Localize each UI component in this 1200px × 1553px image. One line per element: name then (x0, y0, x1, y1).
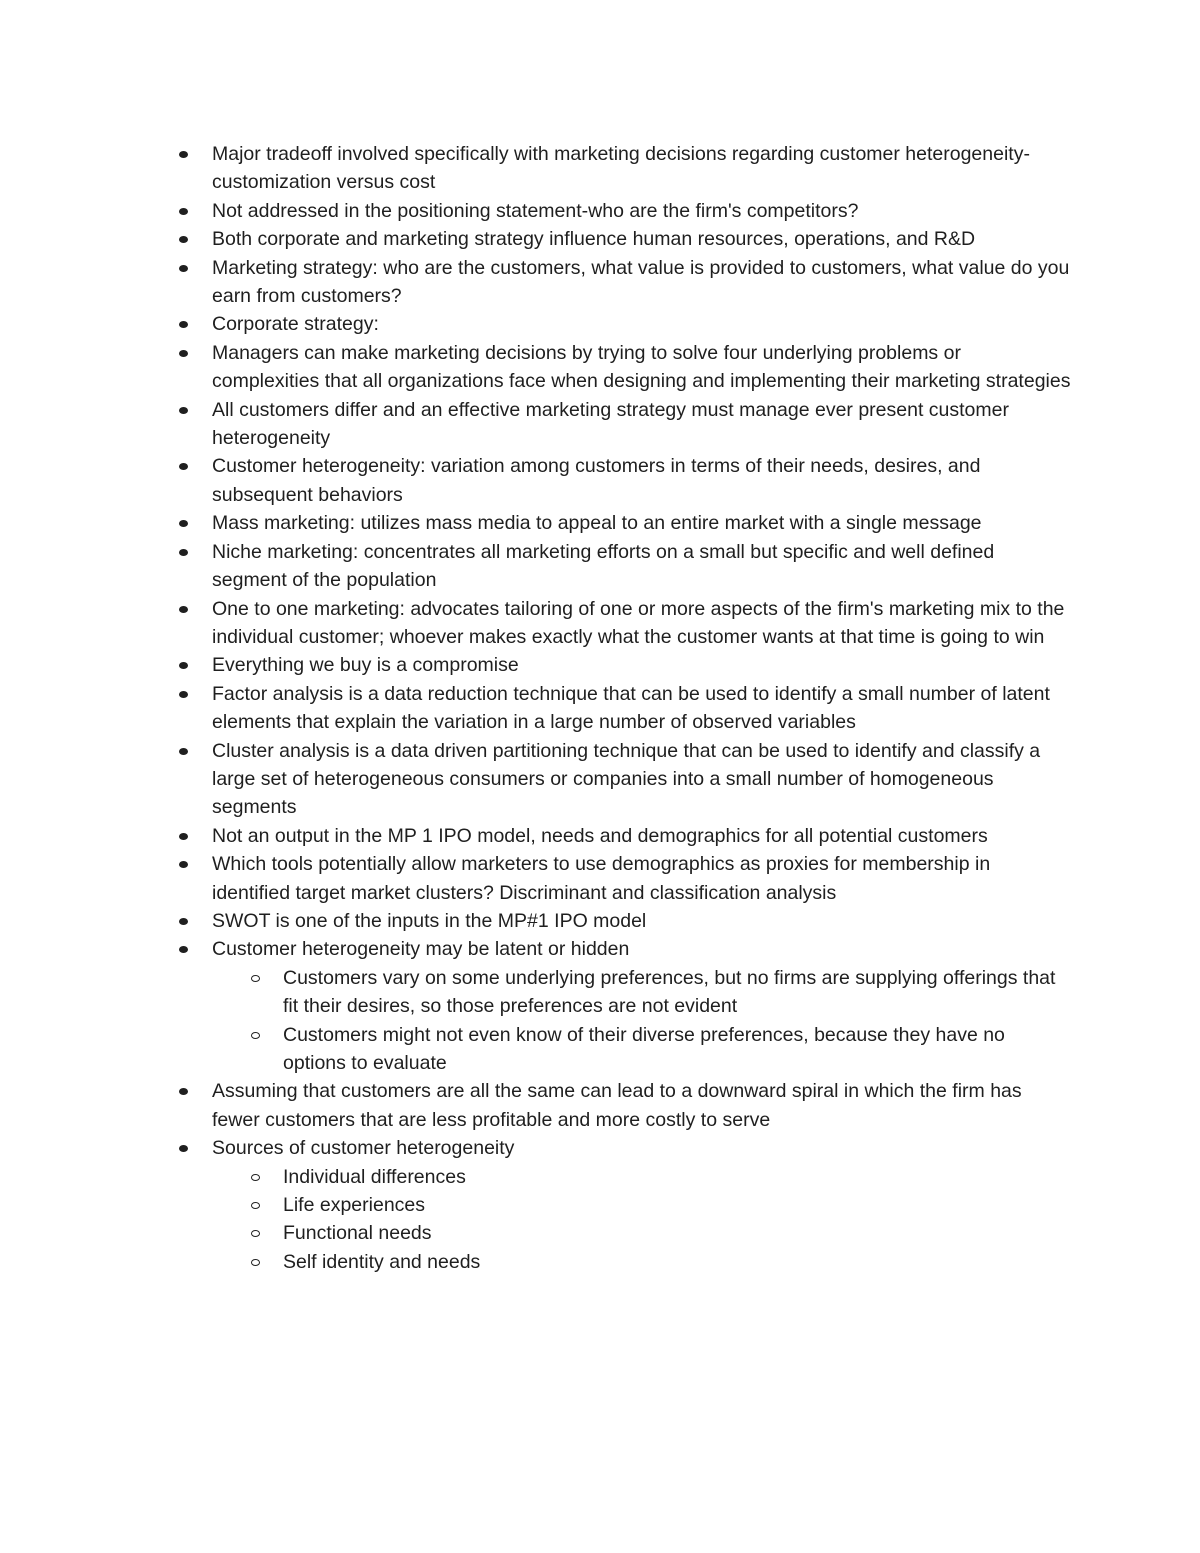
list-item-text: Customer heterogeneity may be latent or hidden (212, 938, 630, 961)
list-item (212, 1134, 1072, 1276)
sub-list-item (283, 1219, 1072, 1247)
list-item (212, 396, 1072, 453)
list-item-text: Everything we buy is a compromise (212, 654, 519, 677)
list-item-text: Mass marketing: utilizes mass media to appeal to an entire market with a single message (212, 512, 982, 535)
sub-list-item (283, 1191, 1072, 1219)
list-item (212, 850, 1072, 907)
list-item (212, 651, 1072, 679)
list-item-text: All customers differ and an effective marketing strategy must manage ever present customer heterogeneity (212, 398, 1009, 450)
sub-list-item (283, 1163, 1072, 1191)
sub-list-item-text: Customers might not even know of their diverse preferences, because they have no options to evaluate (283, 1023, 1005, 1074)
list-item (212, 737, 1072, 822)
list-item-text: One to one marketing: advocates tailoring of one or more aspects of the firm's marketing mix to the individual customer; whoever makes exactly what the customer wants at that time is going to win (212, 597, 1065, 648)
notes-list (212, 140, 1072, 1276)
list-item-text: Cluster analysis is a data driven partitioning technique that can be used to identify and classify a large set of heterogeneous consumers or companies into a small number of homogeneous segments (212, 739, 1041, 819)
list-item-text: Niche marketing: concentrates all marketing efforts on a small but specific and well defined segment of the population (212, 540, 995, 592)
list-item (212, 254, 1072, 311)
list-item-text: Assuming that customers are all the same can lead to a downward spiral in which the firm has fewer customers that are less profitable and more costly to serve (212, 1080, 1022, 1131)
list-item-text: Managers can make marketing decisions by trying to solve four underlying problems or complexities that all organizations face when designing and implementing their marketing strategies (212, 341, 1071, 393)
list-item (212, 1077, 1072, 1134)
list-item-text: Major tradeoff involved specifically with marketing decisions regarding customer heterogeneity-customization versus cost (212, 143, 1030, 194)
list-item-text: SWOT is one of the inputs in the MP#1 IPO model (212, 909, 647, 932)
list-item (212, 680, 1072, 737)
sub-list-item (283, 964, 1072, 1021)
list-item-text: Not addressed in the positioning statement-who are the firm's competitors? (212, 199, 859, 222)
list-item (212, 197, 1072, 225)
list-item (212, 452, 1072, 509)
list-item (212, 822, 1072, 850)
list-item (212, 140, 1072, 197)
list-item (212, 907, 1072, 935)
list-item-text: Sources of customer heterogeneity (212, 1137, 515, 1160)
list-item (212, 509, 1072, 537)
list-item (212, 595, 1072, 652)
list-item-text: Which tools potentially allow marketers to use demographics as proxies for membership in identified target market clusters? Discriminant and classification analysis (212, 853, 991, 904)
list-item (212, 225, 1072, 253)
list-item-text: Not an output in the MP 1 IPO model, needs and demographics for all potential customers (212, 824, 988, 847)
sub-list-item-text: Life experiences (283, 1194, 426, 1217)
list-item-text: Customer heterogeneity: variation among customers in terms of their needs, desires, and subsequent behaviors (212, 455, 981, 506)
sub-list-item (283, 1248, 1072, 1276)
list-item-text: Corporate strategy: (212, 313, 379, 336)
sub-list-item-text: Functional needs (283, 1222, 432, 1245)
list-item-text: Both corporate and marketing strategy influence human resources, operations, and R&D (212, 228, 976, 251)
sub-list-item-text: Self identity and needs (283, 1250, 481, 1273)
sub-list-item-text: Customers vary on some underlying preferences, but no firms are supplying offerings that fit their desires, so those preferences are not evident (283, 966, 1056, 1018)
list-item-text: Marketing strategy: who are the customers, what value is provided to customers, what value do you earn from customers? (212, 256, 1070, 308)
list-item (212, 538, 1072, 595)
list-item (212, 935, 1072, 1077)
latent-heterogeneity-sublist (212, 964, 1072, 1078)
list-item (212, 339, 1072, 396)
sub-list-item (283, 1021, 1072, 1078)
sub-list-item-text: Individual differences (283, 1165, 466, 1188)
list-item-text: Factor analysis is a data reduction technique that can be used to identify a small number of latent elements that explain the variation in a large number of observed variables (212, 682, 1050, 734)
heterogeneity-sources-sublist (212, 1163, 1072, 1277)
list-item (212, 310, 1072, 338)
